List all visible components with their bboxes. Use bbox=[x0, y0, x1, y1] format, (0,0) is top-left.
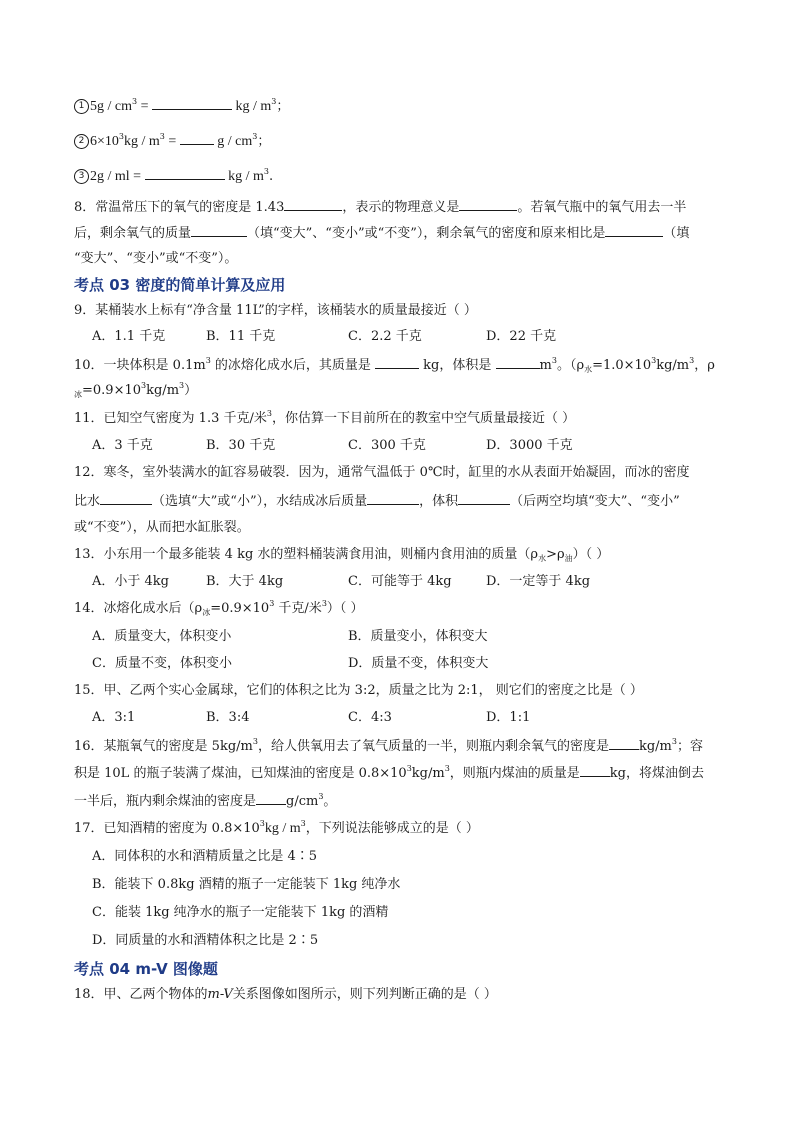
question-18-stem: 18．甲、乙两个物体的m-V关系图像如图所示，则下列判断正确的是（ ） bbox=[74, 987, 497, 1002]
option-c[interactable]: C．可能等于 4kg bbox=[348, 574, 452, 589]
option-a[interactable]: A．3:1 bbox=[92, 710, 136, 725]
section-title-04: 考点 04 m-V 图像题 bbox=[74, 960, 218, 978]
question-16-line-1: 16．某瓶氧气的密度是 $5kg/m^3$，给人供氧用去了氧气质量的一半，则瓶内剩余氧气的密度是 $kg/m^3$；容 bbox=[74, 737, 703, 754]
option-b[interactable]: B．大于 4kg bbox=[206, 574, 284, 589]
option-b[interactable]: B．质量变小，体积变大 bbox=[348, 629, 488, 644]
question-12-line-2: 比水 （选填“大”或“小”），水结成冰后质量 ，体积 （后两空均填“变大”、“变小” bbox=[74, 494, 680, 509]
question-9-stem: 9．某桶装水上标有“净含量 11L”的字样，该桶装水的质量最接近（ ） bbox=[74, 303, 477, 318]
option-c[interactable]: C．300 千克 bbox=[348, 438, 426, 453]
answer-blank[interactable] bbox=[191, 224, 247, 237]
answer-blank[interactable] bbox=[145, 167, 225, 180]
answer-blank[interactable] bbox=[580, 764, 610, 777]
question-10-line-1: 10．一块体积是 $0.1m^3$ 的冰熔化成水后，其质量是 kg，体积是 $m^3$。（$\rho_水=1.0\times 10^3kg/m^3$，ρ bbox=[74, 356, 715, 374]
option-a[interactable]: A．3 千克 bbox=[92, 438, 153, 453]
question-16-line-3: 一半后，瓶内剩余煤油的密度是 $g/cm^3$。 bbox=[74, 792, 337, 809]
option-b[interactable]: B．3:4 bbox=[206, 710, 250, 725]
option-d[interactable]: D．一定等于 4kg bbox=[486, 574, 591, 589]
circled-number: 2 bbox=[74, 134, 89, 149]
answer-blank[interactable] bbox=[152, 97, 232, 110]
answer-blank[interactable] bbox=[458, 492, 510, 505]
question-11-stem: 11．已知空气密度为 1.3 千克/米$^3$，你估算一下目前所在的教室中空气质量最接近（ ） bbox=[74, 409, 576, 426]
conversion-3: 3 2g / ml = kg / $m^3$. bbox=[74, 167, 273, 186]
conversion-2: 2 $6\times 10^3kg / m^3 = g / cm^3$； bbox=[74, 132, 270, 151]
option-b[interactable]: B．能装下 0.8kg 酒精的瓶子一定能装下 1kg 纯净水 bbox=[92, 877, 401, 892]
question-8-line-1: 8．常温常压下的氧气的密度是 1.43 ，表示的物理意义是 。若氧气瓶中的氧气用去一半 bbox=[74, 200, 687, 215]
conversion-1: 1 $5g / cm^3$ = kg / $m^3$； bbox=[74, 97, 289, 116]
answer-blank[interactable] bbox=[496, 356, 540, 369]
answer-blank[interactable] bbox=[609, 737, 639, 750]
question-8-line-3: “变大”、“变小”或“不变”）。 bbox=[74, 251, 238, 266]
answer-blank[interactable] bbox=[367, 492, 419, 505]
option-c[interactable]: C．4:3 bbox=[348, 710, 392, 725]
answer-blank[interactable] bbox=[375, 356, 419, 369]
answer-blank[interactable] bbox=[100, 492, 152, 505]
option-d[interactable]: D．3000 千克 bbox=[486, 438, 573, 453]
option-d[interactable]: D．质量不变，体积变大 bbox=[348, 656, 489, 671]
question-16-line-2: 积是 10L 的瓶子装满了煤油，已知煤油的密度是 $0.8\times 10^3kg/m^3$，则瓶内煤油的质量是 kg，将煤油倒去 bbox=[74, 764, 704, 781]
question-14-stem: 14．冰熔化成水后（$\rho_冰=0.9\times 10^3$ 千克/米$^3$）（ ） bbox=[74, 599, 364, 617]
question-15-stem: 15．甲、乙两个实心金属球，它们的体积之比为 3:2，质量之比为 2:1， 则它们的密度之比是（ ） bbox=[74, 683, 643, 698]
option-a[interactable]: A．1.1 千克 bbox=[92, 329, 166, 344]
answer-blank[interactable] bbox=[459, 198, 517, 211]
circled-number: 3 bbox=[74, 169, 89, 184]
option-b[interactable]: B．11 千克 bbox=[206, 329, 276, 344]
option-d[interactable]: D．22 千克 bbox=[486, 329, 557, 344]
option-c[interactable]: C．质量不变，体积变小 bbox=[92, 656, 232, 671]
question-10-line-2: $_冰=0.9\times 10^3kg/m^3$） bbox=[74, 381, 198, 399]
option-c[interactable]: C．2.2 千克 bbox=[348, 329, 422, 344]
question-12-line-3: 或“不变”），从而把水缸胀裂。 bbox=[74, 520, 250, 535]
option-a[interactable]: A．同体积的水和酒精质量之比是 4∶5 bbox=[92, 849, 318, 864]
option-d[interactable]: D．1:1 bbox=[486, 710, 531, 725]
option-a[interactable]: A．质量变大，体积变小 bbox=[92, 629, 232, 644]
answer-blank[interactable] bbox=[180, 132, 214, 145]
question-13-stem: 13．小东用一个最多能装 4 kg 水的塑料桶装满食用油，则桶内食用油的质量$(\rho_水>\rho_油)$（ ） bbox=[74, 547, 610, 563]
section-title-03: 考点 03 密度的简单计算及应用 bbox=[74, 276, 286, 294]
answer-blank[interactable] bbox=[284, 198, 342, 211]
option-a[interactable]: A．小于 4kg bbox=[92, 574, 169, 589]
question-8-line-2: 后，剩余氧气的质量 （填“变大”、“变小”或“不变”），剩余氧气的密度和原来相比是 （填 bbox=[74, 226, 690, 241]
option-b[interactable]: B．30 千克 bbox=[206, 438, 276, 453]
option-d[interactable]: D．同质量的水和酒精体积之比是 2∶5 bbox=[92, 933, 319, 948]
answer-blank[interactable] bbox=[256, 792, 286, 805]
circled-number: 1 bbox=[74, 99, 89, 114]
question-17-stem: 17．已知酒精的密度为 $0.8\times 10^3kg / m^3$，下列说法能够成立的是（ ） bbox=[74, 819, 479, 836]
question-12-line-1: 12．寒冬，室外装满水的缸容易破裂．因为，通常气温低于 0℃时，缸里的水从表面开始凝固，而冰的密度 bbox=[74, 465, 690, 480]
option-c[interactable]: C．能装 1kg 纯净水的瓶子一定能装下 1kg 的酒精 bbox=[92, 905, 389, 920]
answer-blank[interactable] bbox=[605, 224, 663, 237]
